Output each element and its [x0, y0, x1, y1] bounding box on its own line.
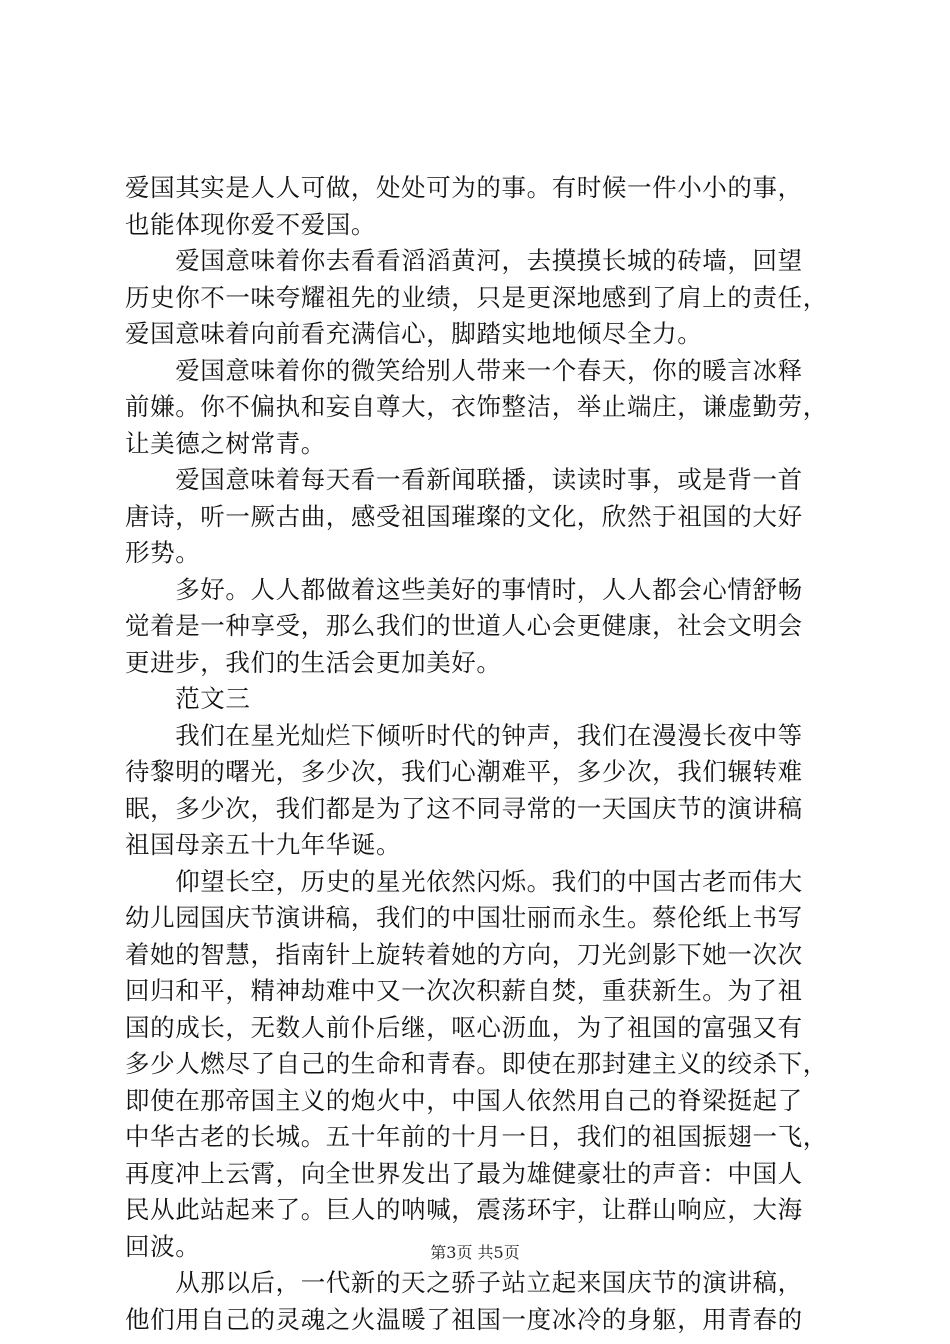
text-line: 爱国意味着每天看一看新闻联播，读读时事，或是背一首: [125, 465, 803, 494]
text-line: 更进步，我们的生活会更加美好。: [125, 647, 502, 677]
text-line: 祖国母亲五十九年华诞。: [125, 830, 402, 859]
text-line: 中华古老的长城。五十年前的十月一日，我们的祖国振翅一飞，: [125, 1122, 828, 1151]
document-body: [125, 170, 845, 1338]
text-line: 幼儿园国庆节演讲稿，我们的中国壮丽而永生。蔡伦纸上书写: [125, 903, 803, 932]
text-line: 仰望长空，历史的星光依然闪烁。我们的中国古老而伟大: [125, 866, 803, 896]
text-line: 从那以后，一代新的天之骄子站立起来国庆节的演讲稿，: [125, 1268, 803, 1297]
text-line: 回归和平，精神劫难中又一次次积薪自焚，重获新生。为了祖: [125, 976, 803, 1005]
text-line: 觉着是一种享受，那么我们的世道人心会更健康，社会文明会: [125, 611, 803, 640]
text-line: 着她的智慧，指南针上旋转着她的方向，刀光剑影下她一次次: [125, 939, 803, 969]
text-line: 爱国意味着向前看充满信心，脚踏实地地倾尽全力。: [125, 319, 703, 348]
text-line: 他们用自己的灵魂之火温暖了祖国一度冰冷的身躯，用青春的: [125, 1304, 803, 1334]
text-line: 爱国其实是人人可做，处处可为的事。有时候一件小小的事，: [125, 173, 803, 202]
text-line: 前嫌。你不偏执和妄自尊大，衣饰整洁，举止端庄，谦虚勤劳，: [125, 392, 828, 421]
text-line: 多少人燃尽了自己的生命和青春。即使在那封建主义的绞杀下，: [125, 1049, 828, 1078]
text-line: 让美德之树常青。: [125, 428, 326, 458]
text-line: 我们在星光灿烂下倾听时代的钟声，我们在漫漫长夜中等: [125, 720, 803, 750]
text-line: 回波。: [125, 1231, 201, 1261]
text-line: 历史你不一味夸耀祖先的业绩，只是更深地感到了肩上的责任，: [125, 282, 828, 312]
text-line: 待黎明的曙光，多少次，我们心潮难平，多少次，我们辗转难: [125, 757, 803, 786]
text-line: 眠，多少次，我们都是为了这不同寻常的一天国庆节的演讲稿: [125, 793, 803, 823]
text-line: 再度冲上云霄，向全世界发出了最为雄健豪壮的声音：中国人: [125, 1158, 803, 1188]
text-line: 国的成长，无数人前仆后继，呕心沥血，为了祖国的富强又有: [125, 1012, 803, 1042]
text-line: 形势。: [125, 538, 201, 567]
page-footer: 第3页 共5页: [430, 1243, 520, 1262]
text-line: 民从此站起来了。巨人的呐喊，震荡环宇，让群山响应，大海: [125, 1195, 803, 1224]
text-line: 多好。人人都做着这些美好的事情时，人人都会心情舒畅: [125, 574, 803, 604]
text-line: 唐诗，听一厥古曲，感受祖国璀璨的文化，欣然于祖国的大好: [125, 501, 803, 531]
text-line: 爱国意味着你去看看滔滔黄河，去摸摸长城的砖墙，回望: [125, 246, 803, 275]
text-line: 爱国意味着你的微笑给别人带来一个春天，你的暖言冰释: [125, 355, 803, 385]
text-line: 即使在那帝国主义的炮火中，中国人依然用自己的脊梁挺起了: [125, 1085, 803, 1115]
text-line: 范文三: [125, 684, 251, 713]
text-line: 也能体现你爱不爱国。: [125, 209, 376, 239]
